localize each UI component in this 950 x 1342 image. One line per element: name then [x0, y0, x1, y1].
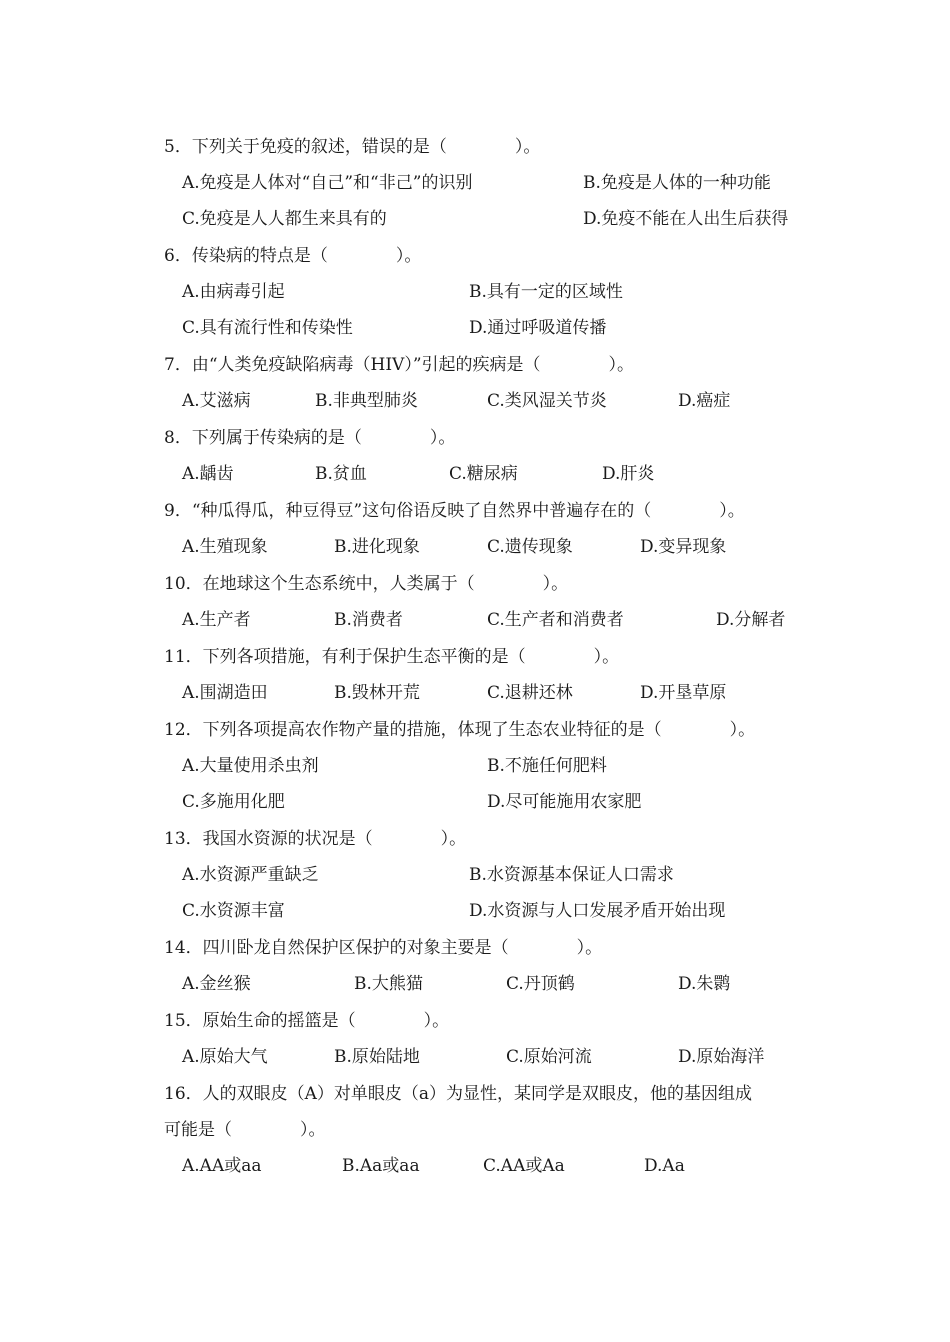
question-12-option-b: B.不施任何肥料 — [487, 756, 607, 776]
question-8-option-d: D.肝炎 — [602, 464, 655, 484]
question-6-option-b: B.具有一定的区域性 — [469, 282, 623, 302]
question-13-option-c: C.水资源丰富 — [182, 901, 285, 921]
question-7-option-b: B.非典型肺炎 — [315, 391, 418, 411]
question-8-option-c: C.糖尿病 — [449, 464, 518, 484]
question-12-stem: 12．下列各项提高农作物产量的措施，体现了生态农业特征的是（ ）。 — [164, 720, 756, 740]
question-13-option-d: D.水资源与人口发展矛盾开始出现 — [469, 901, 726, 921]
question-15-option-d: D.原始海洋 — [678, 1047, 765, 1067]
question-15-option-a: A.原始大气 — [182, 1047, 268, 1067]
question-7-option-c: C.类风湿关节炎 — [487, 391, 607, 411]
question-9-option-a: A.生殖现象 — [182, 537, 268, 557]
question-5-stem: 5．下列关于免疫的叙述，错误的是（ ）。 — [164, 137, 541, 157]
question-8-option-b: B.贫血 — [315, 464, 367, 484]
question-11-option-b: B.毁林开荒 — [334, 683, 420, 703]
question-13-option-b: B.水资源基本保证人口需求 — [469, 865, 674, 885]
question-14-stem: 14．四川卧龙自然保护区保护的对象主要是（ ）。 — [164, 938, 603, 958]
question-9-option-c: C.遗传现象 — [487, 537, 573, 557]
question-13-stem: 13．我国水资源的状况是（ ）。 — [164, 829, 467, 849]
question-6-option-c: C.具有流行性和传染性 — [182, 318, 353, 338]
question-5-option-a: A.免疫是人体对“自己”和“非己”的识别 — [182, 173, 473, 193]
question-16-option-c: C.AA或Aa — [483, 1156, 565, 1176]
question-11-option-a: A.围湖造田 — [182, 683, 268, 703]
question-10-option-c: C.生产者和消费者 — [487, 610, 624, 630]
question-16-option-a: A.AA或aa — [182, 1156, 262, 1176]
question-10-option-a: A.生产者 — [182, 610, 251, 630]
question-9-option-b: B.进化现象 — [334, 537, 420, 557]
question-12-option-a: A.大量使用杀虫剂 — [182, 756, 319, 776]
question-15-option-b: B.原始陆地 — [334, 1047, 420, 1067]
question-16-option-b: B.Aa或aa — [342, 1156, 420, 1176]
question-16-stem-continued: 可能是（ ）。 — [164, 1120, 326, 1140]
question-12-option-c: C.多施用化肥 — [182, 792, 285, 812]
question-11-option-c: C.退耕还林 — [487, 683, 573, 703]
question-11-option-d: D.开垦草原 — [640, 683, 727, 703]
question-5-option-b: B.免疫是人体的一种功能 — [583, 173, 771, 193]
question-5-option-d: D.免疫不能在人出生后获得 — [583, 209, 789, 229]
question-6-option-a: A.由病毒引起 — [182, 282, 285, 302]
question-10-option-d: D.分解者 — [716, 610, 786, 630]
question-15-stem: 15．原始生命的摇篮是（ ）。 — [164, 1011, 450, 1031]
question-14-option-d: D.朱鹮 — [678, 974, 731, 994]
question-14-option-c: C.丹顶鹤 — [506, 974, 575, 994]
question-6-option-d: D.通过呼吸道传播 — [469, 318, 607, 338]
question-10-option-b: B.消费者 — [334, 610, 403, 630]
question-16-stem: 16．人的双眼皮（A）对单眼皮（a）为显性，某同学是双眼皮，他的基因组成 — [164, 1084, 753, 1104]
question-9-stem: 9．“种瓜得瓜，种豆得豆”这句俗语反映了自然界中普遍存在的（ ）。 — [164, 501, 745, 521]
question-8-stem: 8．下列属于传染病的是（ ）。 — [164, 428, 456, 448]
question-6-stem: 6．传染病的特点是（ ）。 — [164, 246, 422, 266]
question-12-option-d: D.尽可能施用农家肥 — [487, 792, 642, 812]
question-14-option-a: A.金丝猴 — [182, 974, 251, 994]
question-10-stem: 10．在地球这个生态系统中，人类属于（ ）。 — [164, 574, 569, 594]
question-7-option-a: A.艾滋病 — [182, 391, 251, 411]
question-11-stem: 11．下列各项措施，有利于保护生态平衡的是（ ）。 — [164, 647, 620, 667]
question-7-stem: 7．由“人类免疫缺陷病毒（HIV）”引起的疾病是（ ）。 — [164, 355, 635, 375]
question-15-option-c: C.原始河流 — [506, 1047, 592, 1067]
question-13-option-a: A.水资源严重缺乏 — [182, 865, 319, 885]
question-16-option-d: D.Aa — [644, 1156, 685, 1176]
question-14-option-b: B.大熊猫 — [354, 974, 423, 994]
question-8-option-a: A.龋齿 — [182, 464, 234, 484]
question-7-option-d: D.癌症 — [678, 391, 731, 411]
question-5-option-c: C.免疫是人人都生来具有的 — [182, 209, 387, 229]
question-9-option-d: D.变异现象 — [640, 537, 727, 557]
